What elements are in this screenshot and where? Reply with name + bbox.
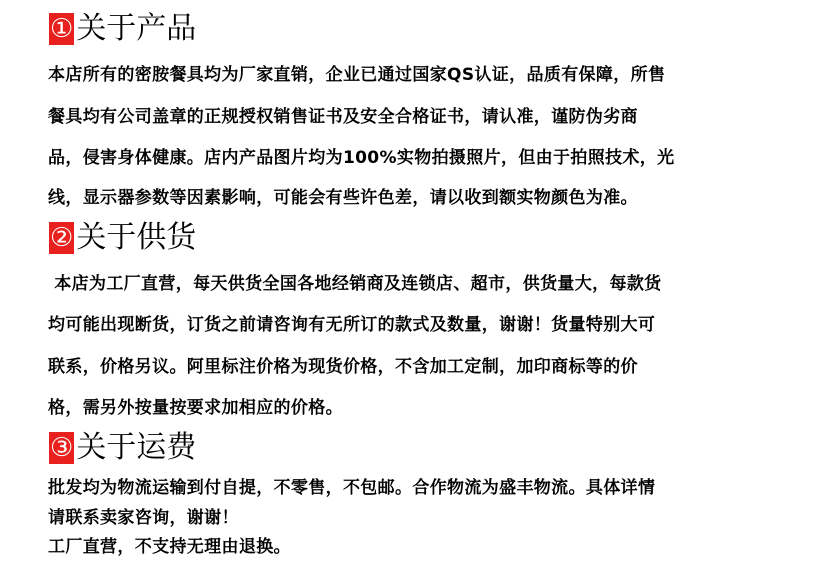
paragraph-line: 批发均为物流运输到付自提，不零售，不包邮。合作物流为盛丰物流。具体详情: [48, 478, 656, 498]
paragraph-line: 工厂直营，不支持无理由退换。: [48, 537, 291, 557]
paragraph-line: 格，需另外按量按要求加相应的价格。: [48, 398, 343, 418]
paragraph-line: 本店所有的密胺餐具均为厂家直销，企业已通过国家QS认证，品质有保障，所售: [48, 65, 666, 85]
section-title: 关于供货: [76, 220, 197, 255]
paragraph-line: 本店为工厂直营，每天供货全国各地经销商及连锁店、超市，供货量大，每款货: [48, 274, 662, 294]
paragraph-line: 联系，价格另议。阿里标注价格为现货价格，不含加工定制，加印商标等的价: [48, 357, 638, 377]
paragraph-line: 品，侵害身体健康。店内产品图片均为100%实物拍摄照片，但由于拍照技术，光: [48, 148, 675, 168]
paragraph-line: 请联系卖家咨询，谢谢！: [48, 508, 239, 528]
section-heading-supply: [49, 221, 196, 255]
section-number-badge: ③: [50, 433, 74, 463]
paragraph-line: 均可能出现断货，订货之前请咨询有无所订的款式及数量，谢谢！货量特别大可: [48, 315, 656, 335]
section-heading-products: [49, 12, 196, 46]
section-heading-shipping: [49, 431, 196, 465]
section-title: 关于产品: [76, 11, 197, 46]
section-title: 关于运费: [76, 430, 197, 465]
paragraph-line: 线，显示器参数等因素影响，可能会有些许色差，请以收到额实物颜色为准。: [48, 188, 638, 208]
paragraph-line: 餐具均有公司盖章的正规授权销售证书及安全合格证书，请认准，谨防伪劣商: [48, 107, 638, 127]
section-number-badge: ②: [50, 223, 74, 253]
section-number-badge: ①: [50, 14, 74, 44]
